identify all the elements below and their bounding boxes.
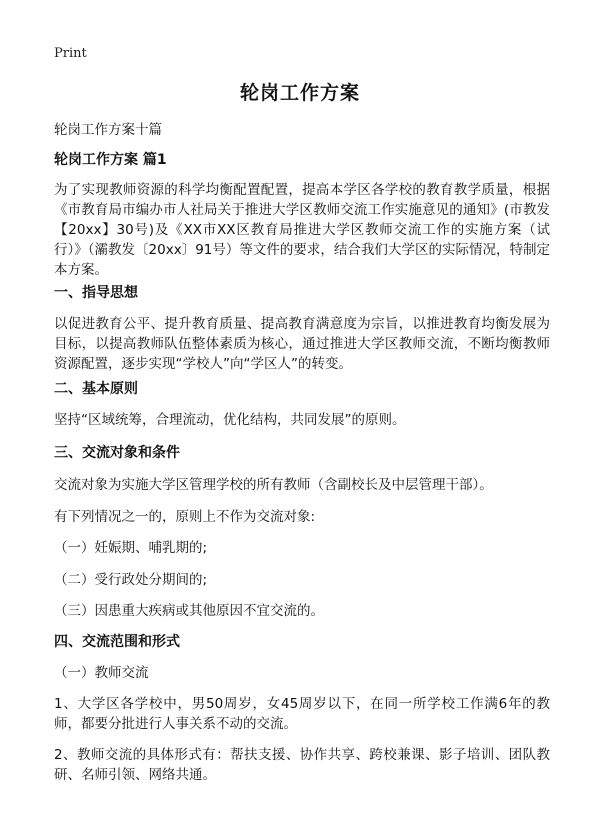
paragraph-exchange-targets: 交流对象为实施大学区管理学校的所有教师（含副校长及中层管理干部）。 (54, 477, 493, 493)
opening-paragraph: 为了实现教师资源的科学均衡配置配置，提高本学区各学校的教育教学质量，根据《市教育局市编办市人社局关于推进大学区教师交流工作实施意见的通知》(市教发【20xx】30号)及《XX市XX区教育局推进大学区教师交流工作的实施方案（试行）》（灞教发〔20xx〕91号）等文件的要求，结合我们大学区的实际情况，特制定本方案。 (54, 182, 550, 278)
paragraph-exchange-rule-1: 1、大学区各学校中，男50周岁，女45周岁以下，在同一所学校工作满6年的教师，都要分批进行人事关系不动的交流。 (54, 696, 550, 732)
paragraph-exchange-rule-2: 2、教师交流的具体形式有：帮扶支援、协作共享、跨校兼课、影子培训、团队教研、名师引领、网络共通。 (54, 747, 550, 783)
intro-line: 轮岗工作方案十篇 (54, 122, 162, 138)
list-item-exclusion-2: （二）受行政处分期间的; (54, 572, 208, 588)
heading-scope-and-form: 四、交流范围和形式 (54, 634, 180, 650)
paragraph-basic-principles: 坚持“区域统筹，合理流动，优化结构，共同发展”的原则。 (54, 412, 406, 428)
paragraph-guiding-ideology: 以促进教育公平、提升教育质量、提高教育满意度为宗旨，以推进教育均衡发展为目标，以提高教师队伍整体素质为核心，通过推进大学区教师交流，不断均衡教师资源配置，逐步实现“学校人”向“学区人”的转变。 (54, 316, 550, 372)
document-title: 轮岗工作方案 (239, 82, 360, 104)
heading-exchange-targets: 三、交流对象和条件 (54, 445, 180, 461)
paragraph-exclusions-intro: 有下列情况之一的，原则上不作为交流对象: (54, 509, 316, 525)
print-label[interactable]: Print (54, 46, 87, 61)
heading-basic-principles: 二、基本原则 (54, 381, 138, 397)
list-item-exclusion-1: （一）妊娠期、哺乳期的; (54, 540, 208, 556)
heading-guiding-ideology: 一、指导思想 (54, 285, 138, 301)
subheading-teacher-exchange: （一）教师交流 (54, 665, 149, 681)
section-title: 轮岗工作方案 篇1 (54, 152, 167, 168)
list-item-exclusion-3: （三）因患重大疾病或其他原因不宜交流的。 (54, 603, 324, 619)
